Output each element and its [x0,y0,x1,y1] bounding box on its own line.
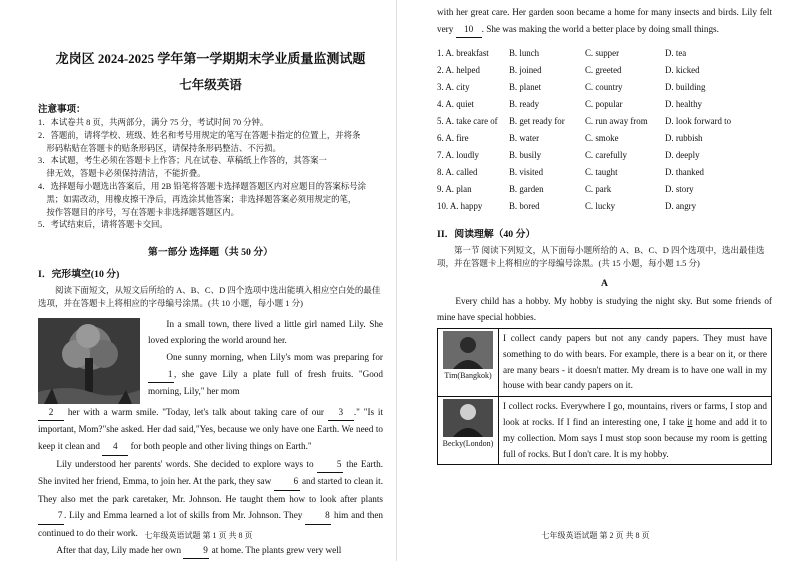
option-cell: B. visited [509,166,544,177]
blank-1: 1 [148,366,174,384]
option-cell: C. carefully [585,149,627,160]
option-cell: 2. A. helped [437,64,480,75]
story-text: and started to clean it. They also met the park caretaker, Mr. Johnson. He taught them how to look after plants [38,476,383,504]
option-row [437,180,745,197]
person-icon [443,331,493,369]
tree-illustration [38,318,140,404]
options-table [437,44,745,214]
note-line: 3．本试题，考生必须在答题卡上作答；凡在试卷、草稿纸上作答的，其答案一 [38,156,327,166]
option-cell: D. building [665,81,706,92]
hobby-caption: Tim(Bangkok) [444,370,492,380]
option-cell: 6. A. fire [437,132,469,143]
story-text: , she gave Lily a plate full of fresh fruits. "Good morning, Lily," her mom [148,368,383,397]
story-continuation [437,4,772,38]
option-row [437,95,745,112]
option-cell: D. look forward to [665,115,732,126]
blank-9: 9 [183,542,209,560]
option-cell: 9. A. plan [437,183,472,194]
option-cell: 1. A. breakfast [437,47,489,58]
option-cell: 7. A. loudly [437,149,479,160]
option-cell: D. kicked [665,64,700,75]
story-paragraph-2-part [148,349,383,400]
section-reading-title: II．阅读理解（40 分） [437,229,536,241]
blank-8: 8 [305,507,331,525]
blank-4: 4 [102,438,128,456]
exam-subtitle: 七年级英语 [179,78,242,92]
table-row [438,328,772,396]
hobby-text-part: I collect rocks. Everywhere I go, mountains, rivers or farms, I stop and look at rocks. If I find an interesting one, I take [503,401,767,427]
blank-10: 10 [456,21,482,39]
section-reading-instructions: 第一节 阅读下列短文，从下面每小题所给的 A、B、C、D 四个选项中，选出最佳选项，并在答题卡上将相应的字母编号涂黑。(共 15 小题，每小题 1.5 分) [437,245,765,268]
tree-icon [38,318,140,404]
option-row [437,112,745,129]
option-cell: B. planet [509,81,542,92]
option-cell: D. story [665,183,694,194]
story-text: One sunny morning, when Lily's mom was preparing for [166,351,383,362]
option-cell: 5. A. take care of [437,115,498,126]
option-cell: C. taught [585,166,618,177]
story-text: him and then continued to do their work. [38,510,384,538]
blank-2: 2 [38,404,64,422]
page-footer: 七年级英语试题 第 2 页 共 8 页 [541,531,650,540]
note-line: 4．选择题每小题选出答案后，用 2B 铅笔将答题卡选择题答题区内对应题目的答案标号涂 [38,181,367,191]
hobby-photo-cell [438,328,499,396]
option-cell: B. water [509,132,540,143]
option-cell: C. park [585,183,612,194]
note-line: 律无效，答题卡必须保持清洁，不能折叠。 [46,169,206,179]
option-cell: D. tea [665,47,687,58]
story-paragraph-3 [38,456,383,542]
blank-6: 6 [274,473,300,491]
option-cell: B. bored [509,200,540,211]
option-row [437,146,745,163]
option-row [437,61,745,78]
option-cell: C. popular [585,98,623,109]
option-row [437,44,745,61]
option-cell: D. thanked [665,166,704,177]
option-cell: 4. A. quiet [437,98,474,109]
blank-5: 5 [317,456,343,474]
hobby-photo-cell [438,397,499,465]
passage-intro: Every child has a hobby. My hobby is studying the night sky. But some friends of mine have special hobbies. [437,295,772,323]
person-icon [443,399,493,437]
option-cell: C. smoke [585,132,619,143]
page-footer: 七年级英语试题 第 1 页 共 8 页 [144,531,253,540]
exam-title: 龙岗区 2024-2025 学年第一学期期末学业质量监测试题 [55,51,366,66]
passage-label: A [601,277,608,289]
option-cell: B. joined [509,64,542,75]
option-cell: C. run away from [585,115,648,126]
option-cell: C. greeted [585,64,622,75]
story-paragraph-1: In a small town, there lived a little girl named Lily. She loved exploring the world around her. [148,318,383,346]
note-line: 2．答题前，请将学校、班级、姓名和考号用规定的笔写在答题卡指定的位置上，并将条 [38,130,361,140]
story-text: . She was making the world a better place by doing small things. [481,23,719,34]
option-row [437,129,745,146]
story-text: the Earth. She invited her friend, Emma, to join her. At the park, they saw [38,458,384,487]
story-text: . Lily and Emma learned a lot of skills from Mr. Johnson. They [64,510,303,521]
option-cell: B. lunch [509,47,540,58]
notes-heading: 注意事项： [38,105,86,115]
option-cell: D. rubbish [665,132,703,143]
avatar [443,399,493,437]
blank-3: 3 [328,404,354,422]
hobby-text: I collect candy papers but not any candy papers. They must have something to do with bears. For example, there is a bear on it, or there are many bears - it doesn't matter. My dream is to have one wall in my house with bear candy papers on it. [499,328,772,396]
option-cell: 10. A. happy [437,200,483,211]
option-row [437,78,745,95]
option-row [437,163,745,180]
story-block [38,316,383,404]
note-line: 按作答题目的序号，写在答题卡非选择题答题区内。 [46,207,240,217]
story-text: ." "Is it important, Mom?"she asked. Her dad said,"Yes, because we only have one Earth. We need to keep it clean and [38,406,384,451]
right-page [397,0,794,561]
option-cell: C. country [585,81,623,92]
option-cell: 3. A. city [437,81,470,92]
note-line: 1．本试卷共 8 页，共两部分，满分 75 分，考试时间 70 分钟。 [38,118,269,127]
story-text: Lily understood her parents' words. She decided to explore ways to [56,458,314,469]
avatar [443,331,493,369]
note-line: 形码粘贴在答题卡的贴条形码区，请保持条形码整洁、不污损。 [46,143,281,153]
option-cell: B. busily [509,149,542,160]
option-cell: 8. A. called [437,166,478,177]
story-text: at home. The plants grew very well [211,544,342,555]
option-cell: B. ready [509,98,540,109]
option-cell: D. deeply [665,149,700,160]
option-cell: C. supper [585,47,620,58]
hobby-text-part: home and add it to my collection. Mom says I must stop soon because my room is getting full of rocks. But I don't care. It is my hobby. [503,416,767,459]
option-row [437,197,745,214]
option-cell: B. garden [509,183,544,194]
option-cell: D. angry [665,200,697,211]
note-line: 5．考试结束后，请将答题卡交回。 [38,220,168,230]
table-row [438,397,772,465]
story-text: with her great care. Her garden soon became a home for many insects and birds. Lily felt very [437,7,772,34]
section-cloze-instructions: 阅读下面短文，从短文后所给的 A、B、C、D 四个选项中选出能填入相应空白处的最佳选项，并在答题卡上将相应的字母编号涂黑。(共 10 小题，每小题 1 分) [38,285,381,308]
story-paragraph-2-cont [38,404,383,456]
blank-7: 7 [38,507,64,525]
underlined-word: it [687,416,693,427]
story-paragraph-4 [38,542,383,560]
story-text: her with a warm smile. "Today, let's talk about taking care of our [67,406,324,417]
section-cloze-title: I．完形填空(10 分) [38,269,120,281]
note-line: 黑；如需改动，用橡皮擦干净后，再选涂其他答案；非选择题答案必须用规定的笔， [46,194,357,204]
option-cell: C. lucky [585,200,616,211]
option-cell: D. healthy [665,98,702,109]
hobby-caption: Becky(London) [442,439,494,449]
hobby-table [437,328,772,465]
hobby-text [499,397,772,465]
part-one-title: 第一部分 选择题（共 50 分） [148,247,273,259]
option-cell: B. get ready for [509,115,565,126]
story-text: After that day, Lily made her own [56,544,182,555]
story-text: for both people and other living things on Earth." [130,440,312,451]
